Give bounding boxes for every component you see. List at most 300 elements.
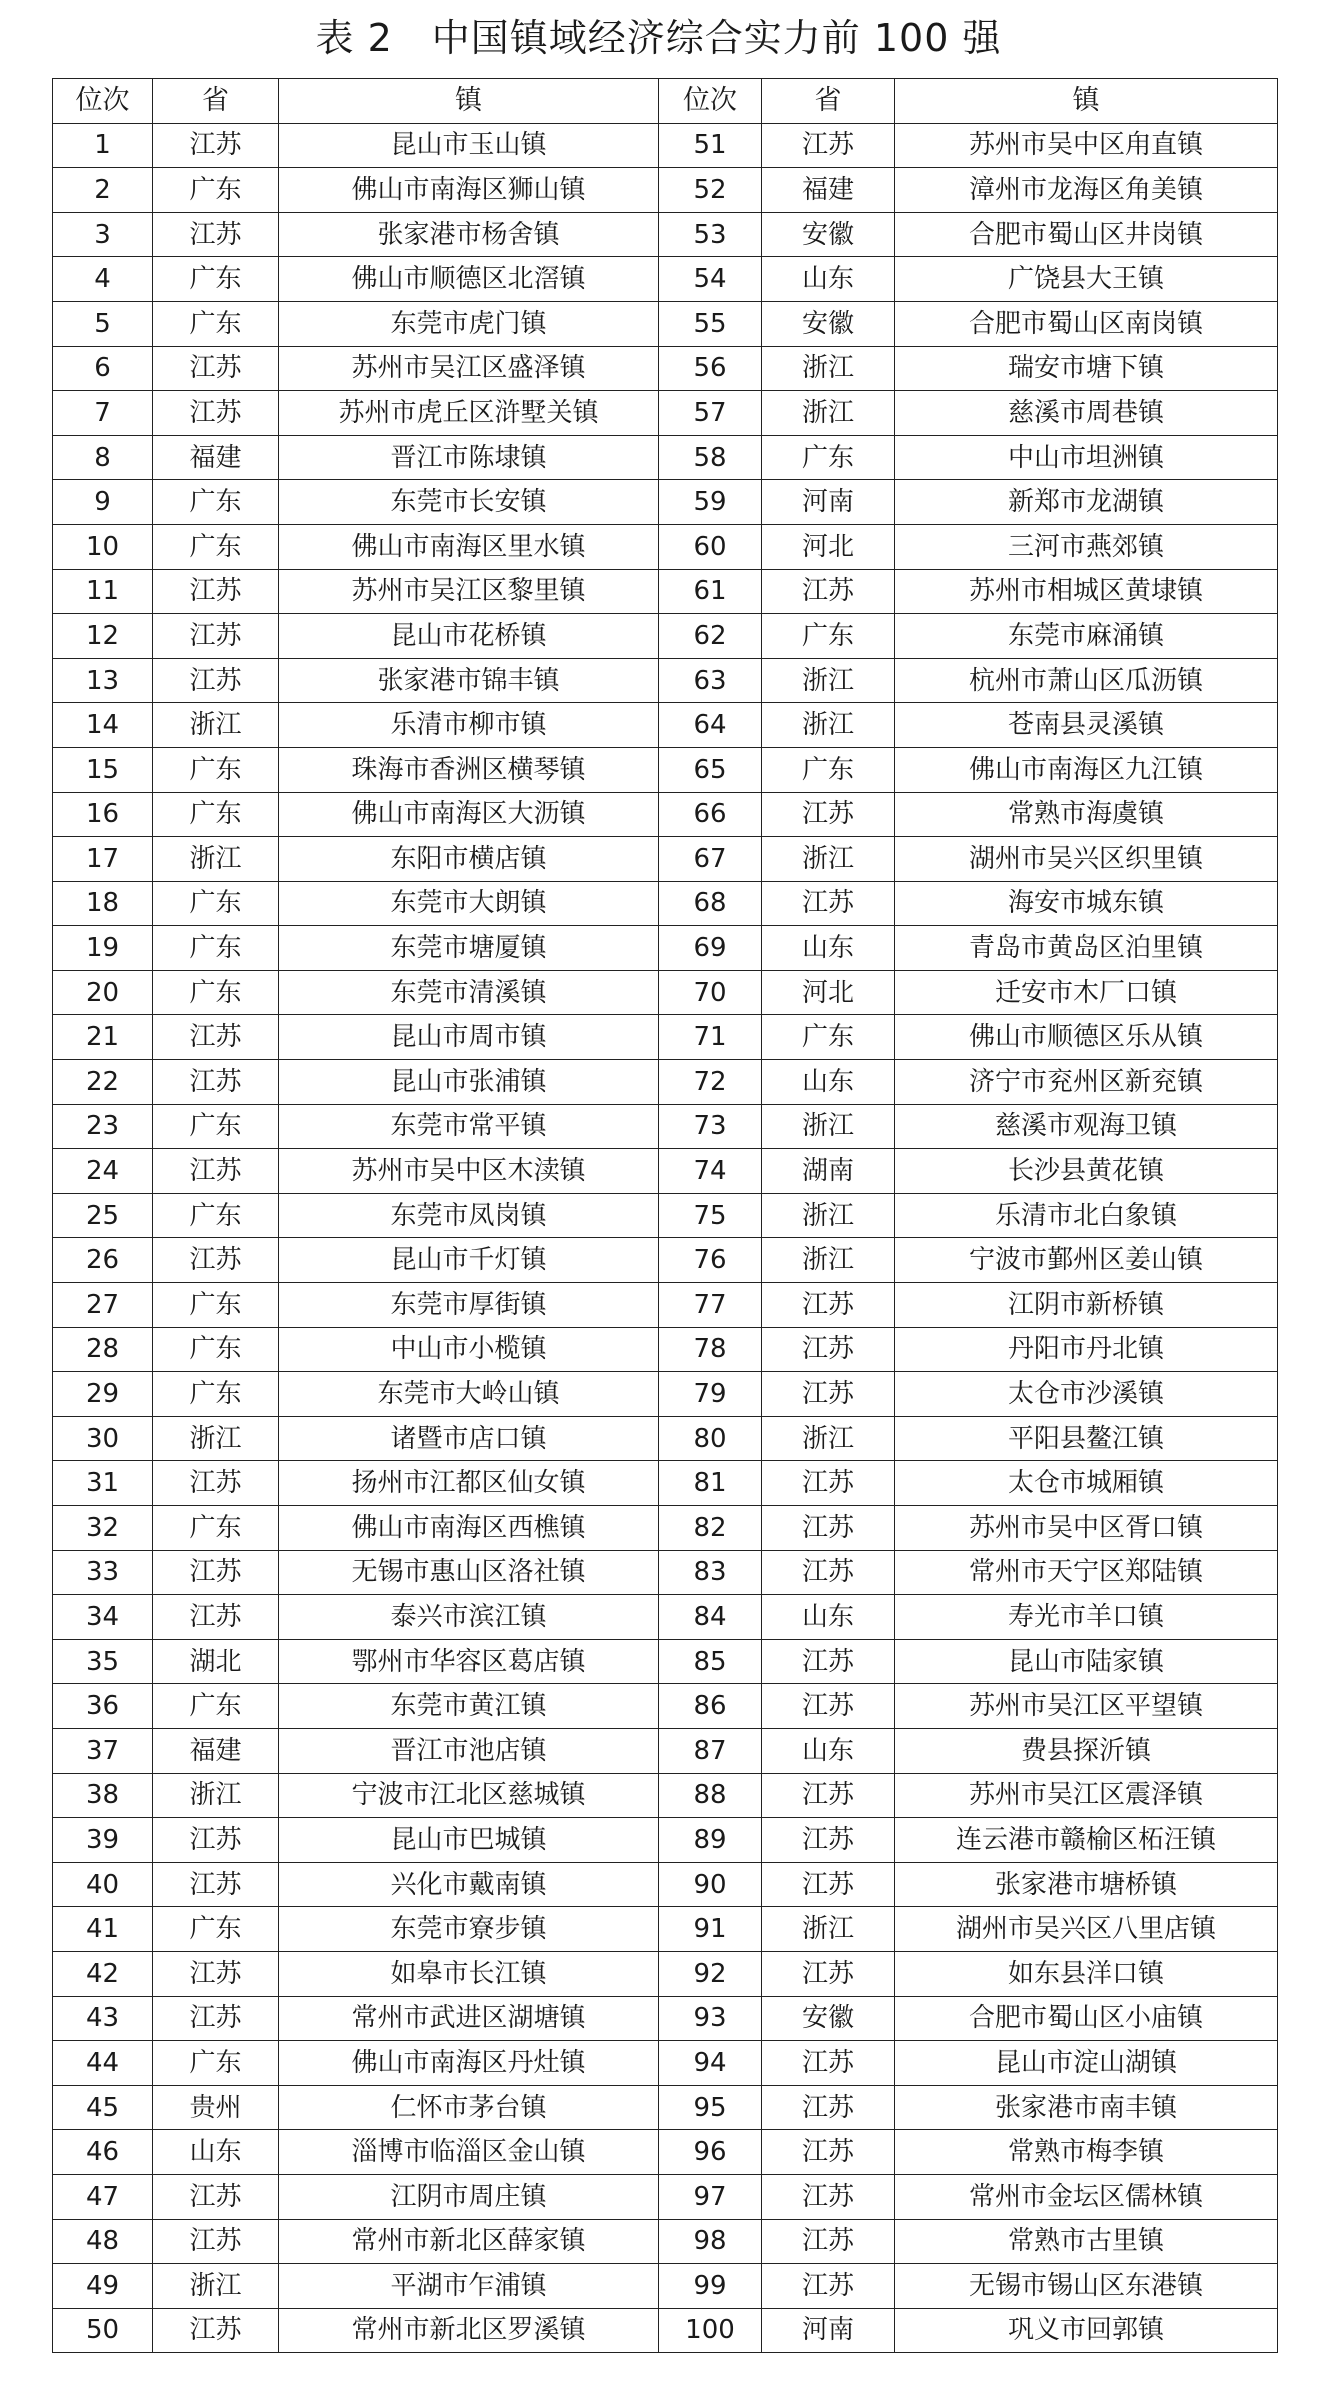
table-row bbox=[53, 970, 1278, 1015]
cell-rank-2: 87 bbox=[659, 1728, 762, 1773]
cell-province-2: 江苏 bbox=[762, 1506, 895, 1551]
cell-province-2: 江苏 bbox=[762, 881, 895, 926]
cell-rank-2: 69 bbox=[659, 926, 762, 971]
header-province: 省 bbox=[153, 79, 279, 124]
cell-province: 江苏 bbox=[153, 1862, 279, 1907]
table-row bbox=[53, 1015, 1278, 1060]
cell-province-2: 浙江 bbox=[762, 658, 895, 703]
table-row bbox=[53, 2174, 1278, 2219]
cell-town-2: 丹阳市丹北镇 bbox=[895, 1327, 1278, 1372]
cell-province-2: 浙江 bbox=[762, 1907, 895, 1952]
table-row bbox=[53, 881, 1278, 926]
cell-province: 广东 bbox=[153, 168, 279, 213]
cell-town-2: 张家港市塘桥镇 bbox=[895, 1862, 1278, 1907]
cell-rank-2: 99 bbox=[659, 2264, 762, 2309]
cell-town-2: 合肥市蜀山区井岗镇 bbox=[895, 212, 1278, 257]
cell-town-2: 海安市城东镇 bbox=[895, 881, 1278, 926]
cell-rank: 26 bbox=[53, 1238, 153, 1283]
cell-town-2: 慈溪市周巷镇 bbox=[895, 391, 1278, 436]
cell-town: 东莞市虎门镇 bbox=[279, 301, 659, 346]
cell-province-2: 江苏 bbox=[762, 2174, 895, 2219]
cell-rank-2: 76 bbox=[659, 1238, 762, 1283]
cell-province: 广东 bbox=[153, 1372, 279, 1417]
table-row bbox=[53, 301, 1278, 346]
cell-province-2: 江苏 bbox=[762, 1684, 895, 1729]
table-row bbox=[53, 1907, 1278, 1952]
cell-town: 佛山市南海区狮山镇 bbox=[279, 168, 659, 213]
table-row bbox=[53, 2308, 1278, 2353]
cell-town: 昆山市巴城镇 bbox=[279, 1818, 659, 1863]
cell-province: 江苏 bbox=[153, 658, 279, 703]
cell-province-2: 江苏 bbox=[762, 1550, 895, 1595]
cell-province-2: 江苏 bbox=[762, 2130, 895, 2175]
cell-town: 扬州市江都区仙女镇 bbox=[279, 1461, 659, 1506]
cell-town: 佛山市南海区里水镇 bbox=[279, 524, 659, 569]
cell-province: 广东 bbox=[153, 1104, 279, 1149]
cell-rank: 12 bbox=[53, 614, 153, 659]
table-row bbox=[53, 1862, 1278, 1907]
cell-town: 昆山市张浦镇 bbox=[279, 1060, 659, 1105]
cell-province: 江苏 bbox=[153, 1060, 279, 1105]
cell-town-2: 长沙县黄花镇 bbox=[895, 1149, 1278, 1194]
cell-town-2: 瑞安市塘下镇 bbox=[895, 346, 1278, 391]
cell-town-2: 合肥市蜀山区南岗镇 bbox=[895, 301, 1278, 346]
cell-rank: 20 bbox=[53, 970, 153, 1015]
cell-rank: 39 bbox=[53, 1818, 153, 1863]
cell-town-2: 常州市天宁区郑陆镇 bbox=[895, 1550, 1278, 1595]
table-row bbox=[53, 747, 1278, 792]
cell-town: 如皋市长江镇 bbox=[279, 1951, 659, 1996]
cell-province-2: 福建 bbox=[762, 168, 895, 213]
cell-town-2: 青岛市黄岛区泊里镇 bbox=[895, 926, 1278, 971]
table-row bbox=[53, 1238, 1278, 1283]
cell-rank: 42 bbox=[53, 1951, 153, 1996]
table-row bbox=[53, 2264, 1278, 2309]
table-row bbox=[53, 1416, 1278, 1461]
cell-province: 江苏 bbox=[153, 1996, 279, 2041]
cell-rank-2: 97 bbox=[659, 2174, 762, 2219]
cell-province: 江苏 bbox=[153, 2308, 279, 2353]
cell-province: 湖北 bbox=[153, 1639, 279, 1684]
cell-province: 江苏 bbox=[153, 346, 279, 391]
cell-town: 常州市新北区罗溪镇 bbox=[279, 2308, 659, 2353]
cell-town: 珠海市香洲区横琴镇 bbox=[279, 747, 659, 792]
cell-rank: 49 bbox=[53, 2264, 153, 2309]
table-row bbox=[53, 1372, 1278, 1417]
cell-town: 东阳市横店镇 bbox=[279, 837, 659, 882]
cell-province-2: 浙江 bbox=[762, 703, 895, 748]
table-row bbox=[53, 1104, 1278, 1149]
cell-rank-2: 56 bbox=[659, 346, 762, 391]
cell-rank-2: 80 bbox=[659, 1416, 762, 1461]
cell-rank-2: 81 bbox=[659, 1461, 762, 1506]
header-province-2: 省 bbox=[762, 79, 895, 124]
cell-town-2: 苏州市相城区黄埭镇 bbox=[895, 569, 1278, 614]
cell-rank: 38 bbox=[53, 1773, 153, 1818]
cell-rank: 24 bbox=[53, 1149, 153, 1194]
cell-town: 中山市小榄镇 bbox=[279, 1327, 659, 1372]
cell-rank-2: 65 bbox=[659, 747, 762, 792]
cell-province: 浙江 bbox=[153, 703, 279, 748]
cell-rank: 35 bbox=[53, 1639, 153, 1684]
cell-rank: 28 bbox=[53, 1327, 153, 1372]
header-rank-2: 位次 bbox=[659, 79, 762, 124]
cell-rank-2: 95 bbox=[659, 2085, 762, 2130]
cell-town: 张家港市杨舍镇 bbox=[279, 212, 659, 257]
table-row bbox=[53, 1595, 1278, 1640]
cell-province-2: 安徽 bbox=[762, 301, 895, 346]
header-town-2: 镇 bbox=[895, 79, 1278, 124]
cell-rank: 2 bbox=[53, 168, 153, 213]
cell-province-2: 江苏 bbox=[762, 569, 895, 614]
cell-province-2: 浙江 bbox=[762, 391, 895, 436]
table-row bbox=[53, 123, 1278, 168]
table-row bbox=[53, 1149, 1278, 1194]
cell-town: 东莞市清溪镇 bbox=[279, 970, 659, 1015]
table-row bbox=[53, 926, 1278, 971]
cell-town-2: 昆山市陆家镇 bbox=[895, 1639, 1278, 1684]
cell-province-2: 河北 bbox=[762, 524, 895, 569]
cell-rank: 23 bbox=[53, 1104, 153, 1149]
table-row bbox=[53, 1951, 1278, 1996]
cell-town: 兴化市戴南镇 bbox=[279, 1862, 659, 1907]
cell-town: 苏州市吴江区盛泽镇 bbox=[279, 346, 659, 391]
table-title: 表 2 中国镇域经济综合实力前 100 强 bbox=[315, 16, 1002, 60]
cell-town: 佛山市南海区大沥镇 bbox=[279, 792, 659, 837]
cell-province: 贵州 bbox=[153, 2085, 279, 2130]
header-rank: 位次 bbox=[53, 79, 153, 124]
cell-town-2: 巩义市回郭镇 bbox=[895, 2308, 1278, 2353]
cell-province: 广东 bbox=[153, 1506, 279, 1551]
cell-town: 苏州市虎丘区浒墅关镇 bbox=[279, 391, 659, 436]
cell-province: 广东 bbox=[153, 257, 279, 302]
cell-province-2: 江苏 bbox=[762, 1372, 895, 1417]
cell-province: 福建 bbox=[153, 435, 279, 480]
cell-town-2: 太仓市城厢镇 bbox=[895, 1461, 1278, 1506]
cell-rank-2: 90 bbox=[659, 1862, 762, 1907]
cell-province-2: 广东 bbox=[762, 747, 895, 792]
cell-town-2: 湖州市吴兴区织里镇 bbox=[895, 837, 1278, 882]
table-row bbox=[53, 1327, 1278, 1372]
cell-rank-2: 71 bbox=[659, 1015, 762, 1060]
cell-rank: 27 bbox=[53, 1283, 153, 1328]
cell-province: 广东 bbox=[153, 792, 279, 837]
cell-rank-2: 89 bbox=[659, 1818, 762, 1863]
cell-rank-2: 74 bbox=[659, 1149, 762, 1194]
cell-province: 广东 bbox=[153, 1193, 279, 1238]
cell-town: 无锡市惠山区洛社镇 bbox=[279, 1550, 659, 1595]
cell-town-2: 常熟市梅李镇 bbox=[895, 2130, 1278, 2175]
cell-town: 昆山市千灯镇 bbox=[279, 1238, 659, 1283]
cell-town-2: 江阴市新桥镇 bbox=[895, 1283, 1278, 1328]
cell-town-2: 佛山市顺德区乐从镇 bbox=[895, 1015, 1278, 1060]
cell-province-2: 江苏 bbox=[762, 1818, 895, 1863]
cell-town-2: 张家港市南丰镇 bbox=[895, 2085, 1278, 2130]
cell-province: 江苏 bbox=[153, 1238, 279, 1283]
cell-rank-2: 92 bbox=[659, 1951, 762, 1996]
cell-town: 佛山市南海区西樵镇 bbox=[279, 1506, 659, 1551]
cell-town-2: 平阳县鳌江镇 bbox=[895, 1416, 1278, 1461]
cell-town-2: 广饶县大王镇 bbox=[895, 257, 1278, 302]
cell-town-2: 常熟市古里镇 bbox=[895, 2219, 1278, 2264]
cell-town: 东莞市塘厦镇 bbox=[279, 926, 659, 971]
cell-province-2: 山东 bbox=[762, 1595, 895, 1640]
cell-town-2: 乐清市北白象镇 bbox=[895, 1193, 1278, 1238]
cell-rank-2: 59 bbox=[659, 480, 762, 525]
cell-rank-2: 85 bbox=[659, 1639, 762, 1684]
cell-rank: 30 bbox=[53, 1416, 153, 1461]
cell-province: 江苏 bbox=[153, 569, 279, 614]
cell-province: 江苏 bbox=[153, 1149, 279, 1194]
table-row bbox=[53, 391, 1278, 436]
cell-province: 广东 bbox=[153, 747, 279, 792]
cell-town-2: 三河市燕郊镇 bbox=[895, 524, 1278, 569]
cell-province-2: 浙江 bbox=[762, 346, 895, 391]
table-header-row bbox=[53, 79, 1278, 124]
cell-town: 昆山市周市镇 bbox=[279, 1015, 659, 1060]
table-row bbox=[53, 257, 1278, 302]
cell-town-2: 苏州市吴江区平望镇 bbox=[895, 1684, 1278, 1729]
cell-province-2: 安徽 bbox=[762, 212, 895, 257]
table-row bbox=[53, 1728, 1278, 1773]
cell-town: 仁怀市茅台镇 bbox=[279, 2085, 659, 2130]
cell-province-2: 浙江 bbox=[762, 1238, 895, 1283]
cell-rank-2: 52 bbox=[659, 168, 762, 213]
cell-rank-2: 62 bbox=[659, 614, 762, 659]
cell-rank-2: 82 bbox=[659, 1506, 762, 1551]
cell-province-2: 山东 bbox=[762, 926, 895, 971]
cell-rank: 13 bbox=[53, 658, 153, 703]
table-row bbox=[53, 1684, 1278, 1729]
cell-town: 淄博市临淄区金山镇 bbox=[279, 2130, 659, 2175]
cell-town-2: 无锡市锡山区东港镇 bbox=[895, 2264, 1278, 2309]
cell-rank: 7 bbox=[53, 391, 153, 436]
cell-province: 江苏 bbox=[153, 1595, 279, 1640]
cell-province: 广东 bbox=[153, 926, 279, 971]
table-row bbox=[53, 524, 1278, 569]
cell-province: 江苏 bbox=[153, 1015, 279, 1060]
cell-rank: 48 bbox=[53, 2219, 153, 2264]
cell-town: 佛山市南海区丹灶镇 bbox=[279, 2041, 659, 2086]
cell-province: 江苏 bbox=[153, 1818, 279, 1863]
cell-province: 浙江 bbox=[153, 837, 279, 882]
cell-province-2: 山东 bbox=[762, 1728, 895, 1773]
cell-province-2: 河南 bbox=[762, 2308, 895, 2353]
cell-rank: 6 bbox=[53, 346, 153, 391]
cell-province: 江苏 bbox=[153, 614, 279, 659]
cell-province: 广东 bbox=[153, 524, 279, 569]
cell-rank: 44 bbox=[53, 2041, 153, 2086]
cell-town: 鄂州市华容区葛店镇 bbox=[279, 1639, 659, 1684]
cell-rank-2: 86 bbox=[659, 1684, 762, 1729]
cell-rank: 31 bbox=[53, 1461, 153, 1506]
cell-rank: 47 bbox=[53, 2174, 153, 2219]
cell-town-2: 常州市金坛区儒林镇 bbox=[895, 2174, 1278, 2219]
cell-rank-2: 61 bbox=[659, 569, 762, 614]
cell-province-2: 安徽 bbox=[762, 1996, 895, 2041]
cell-province: 浙江 bbox=[153, 1416, 279, 1461]
cell-province-2: 广东 bbox=[762, 1015, 895, 1060]
cell-rank: 8 bbox=[53, 435, 153, 480]
cell-province: 广东 bbox=[153, 301, 279, 346]
cell-province: 广东 bbox=[153, 1327, 279, 1372]
table-row bbox=[53, 212, 1278, 257]
cell-rank-2: 67 bbox=[659, 837, 762, 882]
cell-rank: 21 bbox=[53, 1015, 153, 1060]
cell-town-2: 漳州市龙海区角美镇 bbox=[895, 168, 1278, 213]
cell-town-2: 昆山市淀山湖镇 bbox=[895, 2041, 1278, 2086]
cell-province-2: 江苏 bbox=[762, 1862, 895, 1907]
cell-town-2: 杭州市萧山区瓜沥镇 bbox=[895, 658, 1278, 703]
cell-town: 佛山市顺德区北滘镇 bbox=[279, 257, 659, 302]
cell-town: 昆山市玉山镇 bbox=[279, 123, 659, 168]
cell-town: 乐清市柳市镇 bbox=[279, 703, 659, 748]
cell-rank-2: 68 bbox=[659, 881, 762, 926]
cell-town-2: 迁安市木厂口镇 bbox=[895, 970, 1278, 1015]
cell-rank-2: 57 bbox=[659, 391, 762, 436]
cell-rank-2: 100 bbox=[659, 2308, 762, 2353]
cell-rank: 37 bbox=[53, 1728, 153, 1773]
cell-rank: 1 bbox=[53, 123, 153, 168]
cell-rank: 19 bbox=[53, 926, 153, 971]
cell-rank: 34 bbox=[53, 1595, 153, 1640]
table-row bbox=[53, 2130, 1278, 2175]
cell-town-2: 中山市坦洲镇 bbox=[895, 435, 1278, 480]
cell-province: 山东 bbox=[153, 2130, 279, 2175]
cell-town: 东莞市凤岗镇 bbox=[279, 1193, 659, 1238]
table-row bbox=[53, 658, 1278, 703]
cell-town: 苏州市吴中区木渎镇 bbox=[279, 1149, 659, 1194]
cell-rank: 14 bbox=[53, 703, 153, 748]
cell-province-2: 江苏 bbox=[762, 2085, 895, 2130]
cell-town: 东莞市厚街镇 bbox=[279, 1283, 659, 1328]
cell-rank-2: 78 bbox=[659, 1327, 762, 1372]
table-row bbox=[53, 569, 1278, 614]
cell-town-2: 新郑市龙湖镇 bbox=[895, 480, 1278, 525]
cell-town: 东莞市大岭山镇 bbox=[279, 1372, 659, 1417]
cell-rank-2: 88 bbox=[659, 1773, 762, 1818]
cell-town-2: 合肥市蜀山区小庙镇 bbox=[895, 1996, 1278, 2041]
table-row bbox=[53, 1283, 1278, 1328]
cell-town-2: 佛山市南海区九江镇 bbox=[895, 747, 1278, 792]
ranking-table-container bbox=[52, 78, 1277, 2353]
cell-province-2: 浙江 bbox=[762, 837, 895, 882]
cell-rank-2: 66 bbox=[659, 792, 762, 837]
table-row bbox=[53, 1550, 1278, 1595]
cell-province: 广东 bbox=[153, 1684, 279, 1729]
cell-province: 广东 bbox=[153, 970, 279, 1015]
cell-town: 常州市武进区湖塘镇 bbox=[279, 1996, 659, 2041]
cell-rank: 9 bbox=[53, 480, 153, 525]
cell-rank: 22 bbox=[53, 1060, 153, 1105]
table-row bbox=[53, 2219, 1278, 2264]
table-row bbox=[53, 1639, 1278, 1684]
cell-rank: 33 bbox=[53, 1550, 153, 1595]
cell-rank: 45 bbox=[53, 2085, 153, 2130]
cell-town: 诸暨市店口镇 bbox=[279, 1416, 659, 1461]
cell-province-2: 湖南 bbox=[762, 1149, 895, 1194]
cell-town-2: 常熟市海虞镇 bbox=[895, 792, 1278, 837]
cell-province: 江苏 bbox=[153, 1461, 279, 1506]
cell-rank: 11 bbox=[53, 569, 153, 614]
table-row bbox=[53, 2041, 1278, 2086]
cell-town: 东莞市大朗镇 bbox=[279, 881, 659, 926]
cell-rank: 25 bbox=[53, 1193, 153, 1238]
cell-town: 东莞市常平镇 bbox=[279, 1104, 659, 1149]
cell-province-2: 江苏 bbox=[762, 1951, 895, 1996]
cell-rank: 15 bbox=[53, 747, 153, 792]
cell-province: 广东 bbox=[153, 1283, 279, 1328]
cell-town-2: 苏州市吴中区胥口镇 bbox=[895, 1506, 1278, 1551]
cell-town: 东莞市长安镇 bbox=[279, 480, 659, 525]
cell-province: 江苏 bbox=[153, 2219, 279, 2264]
cell-province: 江苏 bbox=[153, 1550, 279, 1595]
cell-rank: 5 bbox=[53, 301, 153, 346]
cell-rank-2: 75 bbox=[659, 1193, 762, 1238]
cell-rank-2: 51 bbox=[659, 123, 762, 168]
cell-province-2: 江苏 bbox=[762, 1283, 895, 1328]
cell-province: 江苏 bbox=[153, 2174, 279, 2219]
cell-rank: 41 bbox=[53, 1907, 153, 1952]
cell-town-2: 湖州市吴兴区八里店镇 bbox=[895, 1907, 1278, 1952]
cell-rank-2: 98 bbox=[659, 2219, 762, 2264]
cell-rank: 46 bbox=[53, 2130, 153, 2175]
cell-town: 张家港市锦丰镇 bbox=[279, 658, 659, 703]
cell-rank: 18 bbox=[53, 881, 153, 926]
cell-rank-2: 84 bbox=[659, 1595, 762, 1640]
cell-province: 广东 bbox=[153, 480, 279, 525]
table-row bbox=[53, 1818, 1278, 1863]
cell-town: 常州市新北区薛家镇 bbox=[279, 2219, 659, 2264]
cell-province: 江苏 bbox=[153, 391, 279, 436]
cell-town: 苏州市吴江区黎里镇 bbox=[279, 569, 659, 614]
cell-town-2: 苍南县灵溪镇 bbox=[895, 703, 1278, 748]
table-row bbox=[53, 1996, 1278, 2041]
table-row bbox=[53, 1060, 1278, 1105]
cell-rank: 17 bbox=[53, 837, 153, 882]
cell-rank: 29 bbox=[53, 1372, 153, 1417]
cell-rank-2: 55 bbox=[659, 301, 762, 346]
cell-rank: 50 bbox=[53, 2308, 153, 2353]
cell-rank-2: 79 bbox=[659, 1372, 762, 1417]
cell-town-2: 苏州市吴江区震泽镇 bbox=[895, 1773, 1278, 1818]
cell-province: 江苏 bbox=[153, 123, 279, 168]
cell-town-2: 连云港市赣榆区柘汪镇 bbox=[895, 1818, 1278, 1863]
cell-rank-2: 96 bbox=[659, 2130, 762, 2175]
cell-province-2: 广东 bbox=[762, 435, 895, 480]
cell-town-2: 苏州市吴中区甪直镇 bbox=[895, 123, 1278, 168]
cell-province-2: 江苏 bbox=[762, 1461, 895, 1506]
table-row bbox=[53, 1193, 1278, 1238]
header-town: 镇 bbox=[279, 79, 659, 124]
cell-rank-2: 94 bbox=[659, 2041, 762, 2086]
cell-rank-2: 83 bbox=[659, 1550, 762, 1595]
cell-province-2: 广东 bbox=[762, 614, 895, 659]
cell-rank-2: 53 bbox=[659, 212, 762, 257]
cell-province-2: 浙江 bbox=[762, 1104, 895, 1149]
cell-town-2: 太仓市沙溪镇 bbox=[895, 1372, 1278, 1417]
cell-town-2: 寿光市羊口镇 bbox=[895, 1595, 1278, 1640]
table-body bbox=[53, 123, 1278, 2353]
cell-town: 昆山市花桥镇 bbox=[279, 614, 659, 659]
table-row bbox=[53, 1773, 1278, 1818]
cell-rank: 3 bbox=[53, 212, 153, 257]
cell-province: 浙江 bbox=[153, 1773, 279, 1818]
cell-rank-2: 63 bbox=[659, 658, 762, 703]
cell-town: 平湖市乍浦镇 bbox=[279, 2264, 659, 2309]
cell-town: 宁波市江北区慈城镇 bbox=[279, 1773, 659, 1818]
cell-town-2: 费县探沂镇 bbox=[895, 1728, 1278, 1773]
